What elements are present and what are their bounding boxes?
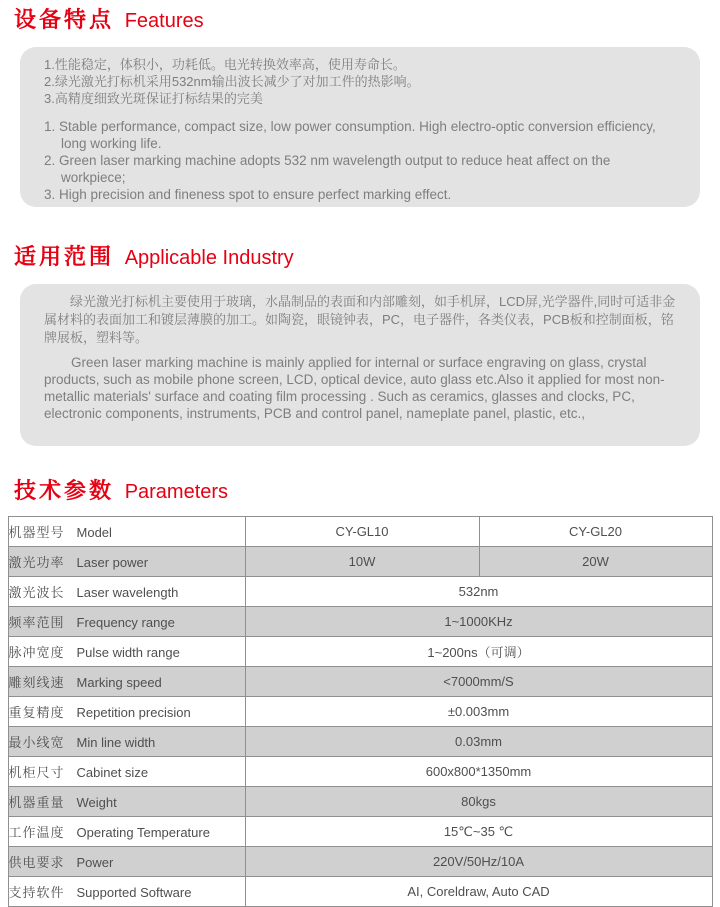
parameters-heading-en: Parameters (124, 481, 229, 503)
param-value: 10W (245, 547, 479, 577)
param-label-en: Cabinet size (76, 765, 149, 780)
param-value: 20W (479, 547, 712, 577)
param-value: CY-GL20 (479, 517, 712, 547)
industry-box (20, 284, 700, 446)
features-heading (0, 0, 720, 35)
param-value: 15℃~35 ℃ (245, 817, 712, 847)
table-row (8, 607, 712, 637)
param-label-zh: 机器型号 (8, 525, 65, 540)
param-label (8, 817, 245, 847)
features-heading-en: Features (124, 10, 204, 32)
industry-heading-en: Applicable Industry (124, 247, 294, 269)
param-value: 600x800*1350mm (245, 757, 712, 787)
param-label-zh: 重复精度 (8, 705, 65, 720)
param-label-en: Supported Software (76, 885, 192, 900)
table-row (8, 757, 712, 787)
param-label (8, 877, 245, 907)
param-label-zh: 激光功率 (8, 555, 65, 570)
feature-zh-item: 1.性能稳定，体积小，功耗低。电光转换效率高，使用寿命长。 (44, 57, 406, 72)
feature-zh-item: 3.高精度细致光斑保证打标结果的完美 (44, 91, 263, 106)
feature-en-list (44, 118, 676, 203)
param-label-zh: 频率范围 (8, 615, 65, 630)
features-box (20, 47, 700, 207)
param-label-en: Marking speed (76, 675, 162, 690)
table-row (8, 547, 712, 577)
param-label-en: Operating Temperature (76, 825, 210, 840)
feature-en-item: 2. Green laser marking machine adopts 532 nm wavelength output to reduce heat affect on the workpiece; (44, 153, 611, 185)
table-row (8, 517, 712, 547)
param-value: 1~1000KHz (245, 607, 712, 637)
parameters-table (8, 516, 713, 907)
param-value: 80kgs (245, 787, 712, 817)
table-row (8, 817, 712, 847)
param-value: 0.03mm (245, 727, 712, 757)
param-label-en: Pulse width range (76, 645, 180, 660)
param-label-en: Frequency range (76, 615, 175, 630)
param-value: AI, Coreldraw, Auto CAD (245, 877, 712, 907)
param-label-zh: 供电要求 (8, 855, 65, 870)
table-row (8, 577, 712, 607)
param-label (8, 607, 245, 637)
feature-en-item: 1. Stable performance, compact size, low power consumption. High electro-optic conversion efficiency, long working life. (44, 119, 656, 151)
industry-paragraph-zh: 绿光激光打标机主要使用于玻璃，水晶制品的表面和内部雕刻，如手机屏，LCD屏,光学器件,同时可适非金属材料的表面加工和镀层薄膜的加工。如陶瓷，眼镜钟表，PC，电子器件，各类仪表，PCB板和控制面板，铭牌展板，塑料等。 (44, 294, 676, 345)
param-value: 220V/50Hz/10A (245, 847, 712, 877)
param-label (8, 667, 245, 697)
param-label (8, 547, 245, 577)
param-label-zh: 机柜尺寸 (8, 765, 65, 780)
param-value: ±0.003mm (245, 697, 712, 727)
param-label-en: Weight (76, 795, 117, 810)
param-value: CY-GL10 (245, 517, 479, 547)
param-label-zh: 机器重量 (8, 795, 65, 810)
param-label-zh: 脉冲宽度 (8, 645, 65, 660)
industry-paragraph-en: Green laser marking machine is mainly applied for internal or surface engraving on glass, crystal products, such as mobile phone screen, LCD, optical device, auto glass etc.Also it applied for most non-metallic materials' surface and coating film processing . Such as ceramics, glasses and clocks, PC, electronic components, instruments, PCB and control panel, nameplate panel, plastic, etc., (44, 355, 665, 421)
param-label-zh: 激光波长 (8, 585, 65, 600)
param-label-en: Min line width (76, 735, 156, 750)
param-label-zh: 支持软件 (8, 885, 65, 900)
param-label-zh: 最小线宽 (8, 735, 65, 750)
table-row (8, 667, 712, 697)
param-label (8, 577, 245, 607)
param-label (8, 787, 245, 817)
param-value: <7000mm/S (245, 667, 712, 697)
feature-en-item: 3. High precision and fineness spot to ensure perfect marking effect. (44, 187, 452, 202)
param-value: 1~200ns（可调） (245, 637, 712, 667)
param-label-zh: 雕刻线速 (8, 675, 65, 690)
parameters-heading-zh: 技术参数 (14, 478, 115, 503)
param-value: 532nm (245, 577, 712, 607)
table-row (8, 637, 712, 667)
table-row (8, 727, 712, 757)
param-label-zh: 工作温度 (8, 825, 65, 840)
feature-zh-item: 2.绿光激光打标机采用532nm输出波长减少了对加工件的热影响。 (44, 74, 420, 89)
param-label (8, 847, 245, 877)
table-row (8, 847, 712, 877)
parameters-heading (0, 471, 720, 506)
param-label-en: Repetition precision (76, 705, 191, 720)
param-label-en: Laser power (76, 555, 149, 570)
industry-heading (0, 237, 720, 272)
param-label (8, 697, 245, 727)
table-row (8, 697, 712, 727)
param-label (8, 727, 245, 757)
table-row (8, 877, 712, 907)
param-label (8, 757, 245, 787)
param-label-en: Laser wavelength (76, 585, 179, 600)
param-label-en: Model (76, 525, 112, 540)
param-label (8, 637, 245, 667)
table-row (8, 787, 712, 817)
industry-heading-zh: 适用范围 (14, 244, 115, 269)
features-heading-zh: 设备特点 (14, 7, 115, 32)
param-label-en: Power (76, 855, 114, 870)
param-label (8, 517, 245, 547)
